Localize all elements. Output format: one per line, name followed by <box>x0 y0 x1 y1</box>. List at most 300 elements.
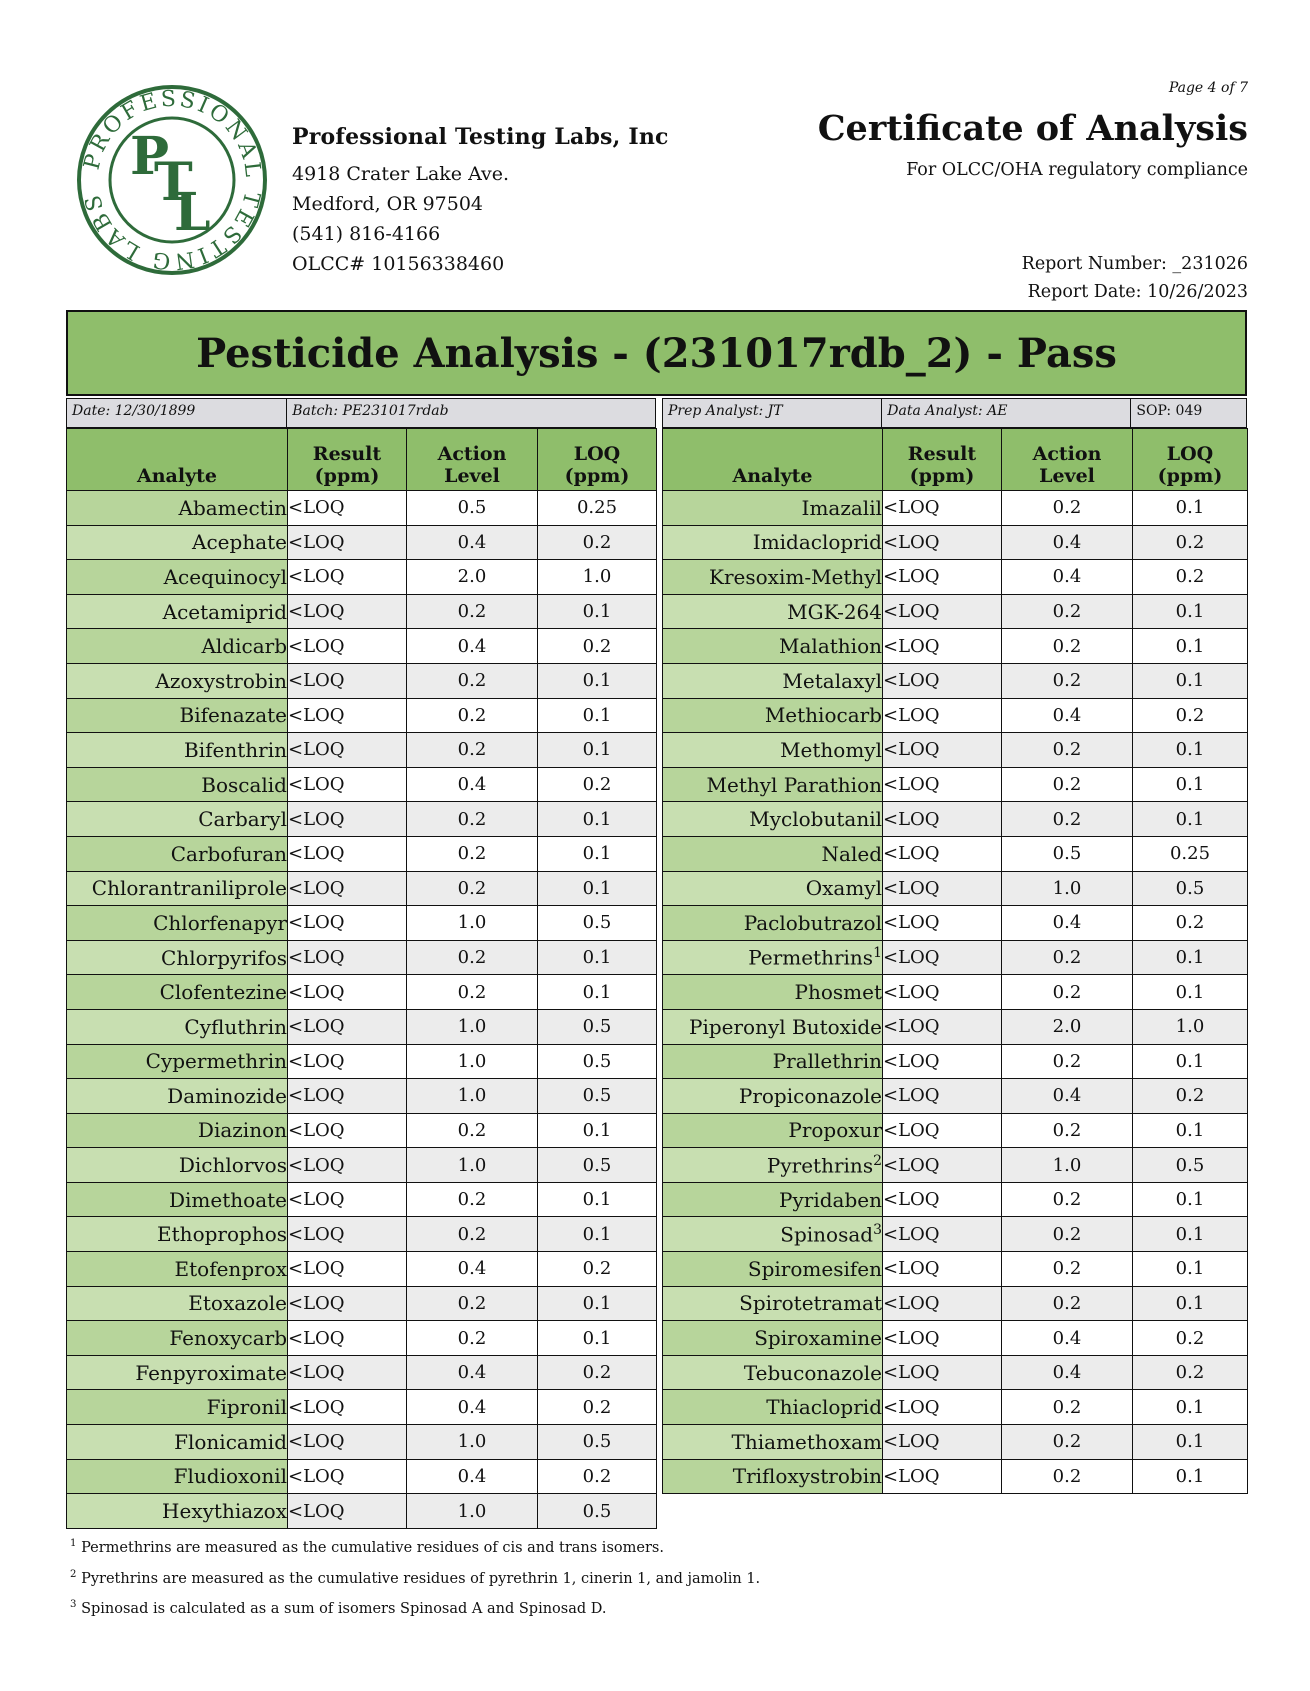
table-row <box>67 525 657 560</box>
analyte-name: Diazinon <box>67 1113 288 1148</box>
certificate-title: Certificate of Analysis <box>817 108 1248 149</box>
analyte-name: Tebuconazole <box>663 1355 883 1390</box>
table-row <box>663 663 1248 698</box>
analyte-name: Metalaxyl <box>663 663 883 698</box>
table-row <box>67 1148 657 1183</box>
analyte-name: Chlorpyrifos <box>67 940 288 975</box>
result-value: <LOQ <box>288 698 407 733</box>
analyte-name: Pyridaben <box>663 1182 883 1217</box>
table-row <box>663 802 1248 837</box>
analyte-name: Spiroxamine <box>663 1321 883 1356</box>
table-row <box>663 1390 1248 1425</box>
loq-value: 0.1 <box>1133 663 1248 698</box>
lab-address-2: Medford, OR 97504 <box>292 193 484 215</box>
table-row <box>663 491 1248 526</box>
table-row <box>663 940 1248 975</box>
analyte-name: Trifloxystrobin <box>663 1459 883 1494</box>
table-row <box>67 1355 657 1390</box>
action-level-value: 0.2 <box>1002 1459 1133 1494</box>
analyte-name: Azoxystrobin <box>67 663 288 698</box>
action-level-value: 0.2 <box>1002 1044 1133 1079</box>
svg-text:L: L <box>174 182 211 243</box>
result-value: <LOQ <box>288 1113 407 1148</box>
header-action-level: Action Level <box>1002 429 1133 491</box>
analysis-banner-title: Pesticide Analysis - (231017rdb_2) - Pass <box>66 310 1247 396</box>
action-level-value: 0.2 <box>407 1321 538 1356</box>
result-value: <LOQ <box>288 663 407 698</box>
table-row <box>67 1252 657 1287</box>
analyte-name: Fludioxonil <box>67 1459 288 1494</box>
action-level-value: 0.4 <box>1002 906 1133 941</box>
loq-value: 0.1 <box>1133 1113 1248 1148</box>
result-value: <LOQ <box>883 1390 1002 1425</box>
table-row <box>663 733 1248 768</box>
meta-row-right <box>662 398 1247 428</box>
result-value: <LOQ <box>883 1459 1002 1494</box>
loq-value: 0.1 <box>538 836 657 871</box>
table-row <box>663 1079 1248 1114</box>
result-value: <LOQ <box>883 871 1002 906</box>
loq-value: 0.5 <box>538 1425 657 1460</box>
loq-value: 0.5 <box>538 1079 657 1114</box>
result-value: <LOQ <box>883 940 1002 975</box>
analyte-name: Spirotetramat <box>663 1286 883 1321</box>
result-value: <LOQ <box>288 1459 407 1494</box>
table-row <box>663 560 1248 595</box>
lab-address-1: 4918 Crater Lake Ave. <box>292 163 510 185</box>
result-value: <LOQ <box>883 975 1002 1010</box>
result-value: <LOQ <box>288 1355 407 1390</box>
loq-value: 0.1 <box>1133 802 1248 837</box>
result-value: <LOQ <box>883 1113 1002 1148</box>
action-level-value: 0.2 <box>1002 1286 1133 1321</box>
action-level-value: 0.4 <box>407 1252 538 1287</box>
analyte-name: Abamectin <box>67 491 288 526</box>
loq-value: 1.0 <box>538 560 657 595</box>
certificate-subtitle: For OLCC/OHA regulatory compliance <box>906 160 1248 180</box>
loq-value: 0.1 <box>538 1113 657 1148</box>
loq-value: 0.1 <box>538 940 657 975</box>
analyte-name: Thiamethoxam <box>663 1425 883 1460</box>
table-row <box>67 698 657 733</box>
loq-value: 0.1 <box>1133 1217 1248 1252</box>
loq-value: 0.2 <box>538 525 657 560</box>
action-level-value: 0.4 <box>1002 1355 1133 1390</box>
result-value: <LOQ <box>288 1148 407 1183</box>
result-value: <LOQ <box>883 491 1002 526</box>
action-level-value: 0.2 <box>407 1182 538 1217</box>
loq-value: 0.1 <box>1133 975 1248 1010</box>
result-value: <LOQ <box>288 802 407 837</box>
loq-value: 0.2 <box>1133 1355 1248 1390</box>
action-level-value: 0.2 <box>1002 802 1133 837</box>
lab-logo-seal <box>74 82 270 278</box>
analyte-name: Fenoxycarb <box>67 1321 288 1356</box>
result-value: <LOQ <box>288 560 407 595</box>
loq-value: 0.2 <box>538 1459 657 1494</box>
action-level-value: 0.2 <box>1002 733 1133 768</box>
analyte-name: Fenpyroximate <box>67 1355 288 1390</box>
table-row <box>67 1390 657 1425</box>
table-row <box>663 1217 1248 1252</box>
table-row <box>663 1044 1248 1079</box>
loq-value: 0.1 <box>1133 1182 1248 1217</box>
action-level-value: 0.2 <box>1002 1390 1133 1425</box>
result-value: <LOQ <box>883 1286 1002 1321</box>
action-level-value: 0.2 <box>1002 663 1133 698</box>
action-level-value: 0.2 <box>1002 491 1133 526</box>
table-row <box>67 1182 657 1217</box>
table-row <box>663 1321 1248 1356</box>
action-level-value: 0.2 <box>407 698 538 733</box>
loq-value: 0.5 <box>538 906 657 941</box>
table-row <box>67 975 657 1010</box>
analyte-name: Dichlorvos <box>67 1148 288 1183</box>
action-level-value: 1.0 <box>407 906 538 941</box>
analyte-name: Clofentezine <box>67 975 288 1010</box>
result-value: <LOQ <box>883 1148 1002 1183</box>
action-level-value: 0.2 <box>407 594 538 629</box>
table-row <box>67 906 657 941</box>
result-value: <LOQ <box>288 1217 407 1252</box>
table-row <box>663 871 1248 906</box>
analyte-name: Etoxazole <box>67 1286 288 1321</box>
result-value: <LOQ <box>288 1321 407 1356</box>
action-level-value: 0.4 <box>407 629 538 664</box>
action-level-value: 0.4 <box>407 1355 538 1390</box>
analyte-name: Propoxur <box>663 1113 883 1148</box>
loq-value: 0.2 <box>1133 525 1248 560</box>
action-level-value: 0.2 <box>1002 1425 1133 1460</box>
table-row <box>67 1425 657 1460</box>
loq-value: 0.1 <box>1133 1459 1248 1494</box>
table-row <box>663 1148 1248 1183</box>
action-level-value: 0.4 <box>407 525 538 560</box>
action-level-value: 1.0 <box>1002 1148 1133 1183</box>
analyte-name: Oxamyl <box>663 871 883 906</box>
table-row <box>67 1494 657 1529</box>
loq-value: 0.2 <box>1133 906 1248 941</box>
loq-value: 0.1 <box>538 1321 657 1356</box>
result-value: <LOQ <box>288 1390 407 1425</box>
analyte-name: Thiacloprid <box>663 1390 883 1425</box>
loq-value: 1.0 <box>1133 1009 1248 1044</box>
result-value: <LOQ <box>883 594 1002 629</box>
result-value: <LOQ <box>288 491 407 526</box>
analyte-name: MGK-264 <box>663 594 883 629</box>
analyte-name: Carbofuran <box>67 836 288 871</box>
table-row <box>67 491 657 526</box>
footnote-3: $^3$ Spinosad is calculated as a sum of isomers Spinosad A and Spinosad D. <box>70 1599 607 1617</box>
meta-date: Date: 12/30/1899 <box>67 399 287 427</box>
loq-value: 0.2 <box>538 629 657 664</box>
action-level-value: 1.0 <box>407 1079 538 1114</box>
analyte-name: Prallethrin <box>663 1044 883 1079</box>
result-value: <LOQ <box>883 1079 1002 1114</box>
result-value: <LOQ <box>883 560 1002 595</box>
result-value: <LOQ <box>883 733 1002 768</box>
analyte-name: Malathion <box>663 629 883 664</box>
table-row <box>67 560 657 595</box>
logo-ring-text: PROFESSIONAL TESTING LABS <box>79 86 266 274</box>
table-row <box>67 940 657 975</box>
result-value: <LOQ <box>883 767 1002 802</box>
lab-name: Professional Testing Labs, Inc <box>292 124 669 150</box>
loq-value: 0.2 <box>538 767 657 802</box>
analyte-name: Methiocarb <box>663 698 883 733</box>
table-row <box>67 767 657 802</box>
result-value: <LOQ <box>883 629 1002 664</box>
action-level-value: 0.4 <box>1002 698 1133 733</box>
analyte-name: Pyrethrins$^2$ <box>663 1148 883 1183</box>
loq-value: 0.2 <box>1133 1079 1248 1114</box>
action-level-value: 0.2 <box>407 802 538 837</box>
table-row <box>663 767 1248 802</box>
loq-value: 0.1 <box>538 698 657 733</box>
table-row <box>67 802 657 837</box>
loq-value: 0.1 <box>1133 1390 1248 1425</box>
analyte-name: Acephate <box>67 525 288 560</box>
loq-value: 0.1 <box>538 594 657 629</box>
loq-value: 0.1 <box>1133 767 1248 802</box>
lab-info <box>292 124 669 279</box>
action-level-value: 1.0 <box>407 1009 538 1044</box>
table-row <box>67 1286 657 1321</box>
result-value: <LOQ <box>883 525 1002 560</box>
action-level-value: 0.2 <box>1002 594 1133 629</box>
result-value: <LOQ <box>288 1494 407 1529</box>
analyte-name: Chlorantraniliprole <box>67 871 288 906</box>
analyte-name: Bifenthrin <box>67 733 288 768</box>
loq-value: 0.1 <box>1133 1286 1248 1321</box>
result-value: <LOQ <box>883 1321 1002 1356</box>
loq-value: 0.1 <box>1133 733 1248 768</box>
svg-text:P: P <box>130 126 170 187</box>
footnote-2: $^2$ Pyrethrins are measured as the cumulative residues of pyrethrin 1, cinerin 1, and jamolin 1. <box>70 1569 761 1587</box>
analyte-name: Kresoxim-Methyl <box>663 560 883 595</box>
loq-value: 0.25 <box>1133 836 1248 871</box>
action-level-value: 0.5 <box>407 491 538 526</box>
svg-text:T: T <box>154 152 193 213</box>
loq-value: 0.5 <box>538 1044 657 1079</box>
footnote-marker: 2 <box>873 1152 882 1169</box>
analyte-name: Piperonyl Butoxide <box>663 1009 883 1044</box>
table-row <box>663 1252 1248 1287</box>
pesticide-table-right <box>662 428 1248 1494</box>
result-value: <LOQ <box>883 663 1002 698</box>
result-value: <LOQ <box>288 836 407 871</box>
action-level-value: 0.2 <box>1002 940 1133 975</box>
loq-value: 0.1 <box>538 1182 657 1217</box>
action-level-value: 0.2 <box>407 975 538 1010</box>
analyte-name: Fipronil <box>67 1390 288 1425</box>
action-level-value: 0.2 <box>1002 1182 1133 1217</box>
table-row <box>663 698 1248 733</box>
loq-value: 0.1 <box>538 802 657 837</box>
analyte-name: Methyl Parathion <box>663 767 883 802</box>
report-date: Report Date: 10/26/2023 <box>1027 282 1248 302</box>
action-level-value: 0.4 <box>407 767 538 802</box>
result-value: <LOQ <box>288 1044 407 1079</box>
header-loq: LOQ (ppm) <box>538 429 657 491</box>
analyte-name: Spinosad$^3$ <box>663 1217 883 1252</box>
action-level-value: 0.2 <box>1002 975 1133 1010</box>
action-level-value: 0.2 <box>407 1113 538 1148</box>
result-value: <LOQ <box>883 1182 1002 1217</box>
table-row <box>663 594 1248 629</box>
result-value: <LOQ <box>288 1425 407 1460</box>
loq-value: 0.5 <box>1133 1148 1248 1183</box>
header-loq: LOQ (ppm) <box>1133 429 1248 491</box>
loq-value: 0.1 <box>1133 594 1248 629</box>
header-analyte: Analyte <box>67 429 288 491</box>
meta-batch: Batch: PE231017rdab <box>292 403 449 419</box>
loq-value: 0.1 <box>538 733 657 768</box>
table-row <box>67 836 657 871</box>
table-row <box>663 1425 1248 1460</box>
analyte-name: Cyfluthrin <box>67 1009 288 1044</box>
analyte-name: Hexythiazox <box>67 1494 288 1529</box>
action-level-value: 0.2 <box>1002 629 1133 664</box>
analyte-name: Permethrins$^1$ <box>663 940 883 975</box>
header-result: Result (ppm) <box>288 429 407 491</box>
result-value: <LOQ <box>288 1182 407 1217</box>
page-number: Page 4 of 7 <box>1168 80 1248 96</box>
result-value: <LOQ <box>883 1425 1002 1460</box>
loq-value: 0.5 <box>538 1148 657 1183</box>
action-level-value: 0.4 <box>407 1390 538 1425</box>
loq-value: 0.25 <box>538 491 657 526</box>
table-row <box>67 1079 657 1114</box>
analyte-name: Imazalil <box>663 491 883 526</box>
table-row <box>67 733 657 768</box>
result-value: <LOQ <box>883 1217 1002 1252</box>
loq-value: 0.1 <box>1133 1252 1248 1287</box>
lab-phone: (541) 816-4166 <box>292 223 441 245</box>
loq-value: 0.1 <box>1133 629 1248 664</box>
action-level-value: 0.2 <box>407 1286 538 1321</box>
action-level-value: 0.2 <box>407 733 538 768</box>
analyte-name: Chlorfenapyr <box>67 906 288 941</box>
result-value: <LOQ <box>288 906 407 941</box>
action-level-value: 1.0 <box>407 1148 538 1183</box>
analyte-name: Paclobutrazol <box>663 906 883 941</box>
meta-data-analyst: Data Analyst: AE <box>882 399 1131 427</box>
table-row <box>663 1286 1248 1321</box>
pesticide-table-left <box>66 428 657 1529</box>
result-value: <LOQ <box>288 629 407 664</box>
analyte-name: Cypermethrin <box>67 1044 288 1079</box>
meta-sop: SOP: 049 <box>1136 403 1203 419</box>
loq-value: 0.1 <box>1133 491 1248 526</box>
loq-value: 0.1 <box>538 871 657 906</box>
loq-value: 0.2 <box>538 1355 657 1390</box>
loq-value: 0.5 <box>538 1494 657 1529</box>
loq-value: 0.1 <box>1133 1044 1248 1079</box>
footnote-1: $^1$ Permethrins are measured as the cumulative residues of cis and trans isomers. <box>70 1538 664 1556</box>
report-number: Report Number: _231026 <box>1021 254 1248 274</box>
action-level-value: 0.2 <box>407 871 538 906</box>
table-row <box>663 906 1248 941</box>
loq-value: 0.1 <box>538 1286 657 1321</box>
action-level-value: 0.4 <box>407 1459 538 1494</box>
analyte-name: Methomyl <box>663 733 883 768</box>
analyte-name: Naled <box>663 836 883 871</box>
result-value: <LOQ <box>288 733 407 768</box>
loq-value: 0.2 <box>1133 1321 1248 1356</box>
result-value: <LOQ <box>288 1079 407 1114</box>
table-row <box>67 871 657 906</box>
table-row <box>663 629 1248 664</box>
loq-value: 0.2 <box>538 1390 657 1425</box>
footnote-marker: 3 <box>873 1221 882 1238</box>
result-value: <LOQ <box>883 1252 1002 1287</box>
table-row <box>663 1009 1248 1044</box>
table-row <box>67 629 657 664</box>
action-level-value: 2.0 <box>1002 1009 1133 1044</box>
action-level-value: 1.0 <box>407 1425 538 1460</box>
table-row <box>67 1044 657 1079</box>
action-level-value: 0.2 <box>407 663 538 698</box>
loq-value: 0.5 <box>1133 871 1248 906</box>
result-value: <LOQ <box>288 940 407 975</box>
analyte-name: Boscalid <box>67 767 288 802</box>
header-analyte: Analyte <box>663 429 883 491</box>
result-value: <LOQ <box>883 698 1002 733</box>
result-value: <LOQ <box>883 836 1002 871</box>
analyte-name: Propiconazole <box>663 1079 883 1114</box>
action-level-value: 0.4 <box>1002 525 1133 560</box>
analyte-name: Carbaryl <box>67 802 288 837</box>
loq-value: 0.5 <box>538 1009 657 1044</box>
analyte-name: Myclobutanil <box>663 802 883 837</box>
analyte-name: Phosmet <box>663 975 883 1010</box>
result-value: <LOQ <box>288 1286 407 1321</box>
table-row <box>67 1459 657 1494</box>
result-value: <LOQ <box>288 767 407 802</box>
lab-olcc-number: OLCC# 10156338460 <box>292 253 505 275</box>
table-row <box>67 1217 657 1252</box>
loq-value: 0.2 <box>538 1252 657 1287</box>
result-value: <LOQ <box>883 1044 1002 1079</box>
table-row <box>67 1009 657 1044</box>
result-value: <LOQ <box>883 1355 1002 1390</box>
loq-value: 0.1 <box>538 663 657 698</box>
loq-value: 0.1 <box>1133 1425 1248 1460</box>
table-row <box>663 836 1248 871</box>
table-row <box>67 594 657 629</box>
result-value: <LOQ <box>288 594 407 629</box>
action-level-value: 1.0 <box>407 1494 538 1529</box>
loq-value: 0.2 <box>1133 560 1248 595</box>
action-level-value: 1.0 <box>407 1044 538 1079</box>
result-value: <LOQ <box>883 802 1002 837</box>
result-value: <LOQ <box>288 975 407 1010</box>
analyte-name: Imidacloprid <box>663 525 883 560</box>
analyte-name: Acequinocyl <box>67 560 288 595</box>
analyte-name: Spiromesifen <box>663 1252 883 1287</box>
result-value: <LOQ <box>883 906 1002 941</box>
meta-row-left <box>66 398 656 428</box>
result-value: <LOQ <box>288 1009 407 1044</box>
action-level-value: 1.0 <box>1002 871 1133 906</box>
result-value: <LOQ <box>288 525 407 560</box>
analyte-name: Flonicamid <box>67 1425 288 1460</box>
action-level-value: 0.2 <box>407 1217 538 1252</box>
action-level-value: 0.4 <box>1002 1079 1133 1114</box>
footnote-marker: 1 <box>873 945 882 962</box>
action-level-value: 0.2 <box>407 836 538 871</box>
